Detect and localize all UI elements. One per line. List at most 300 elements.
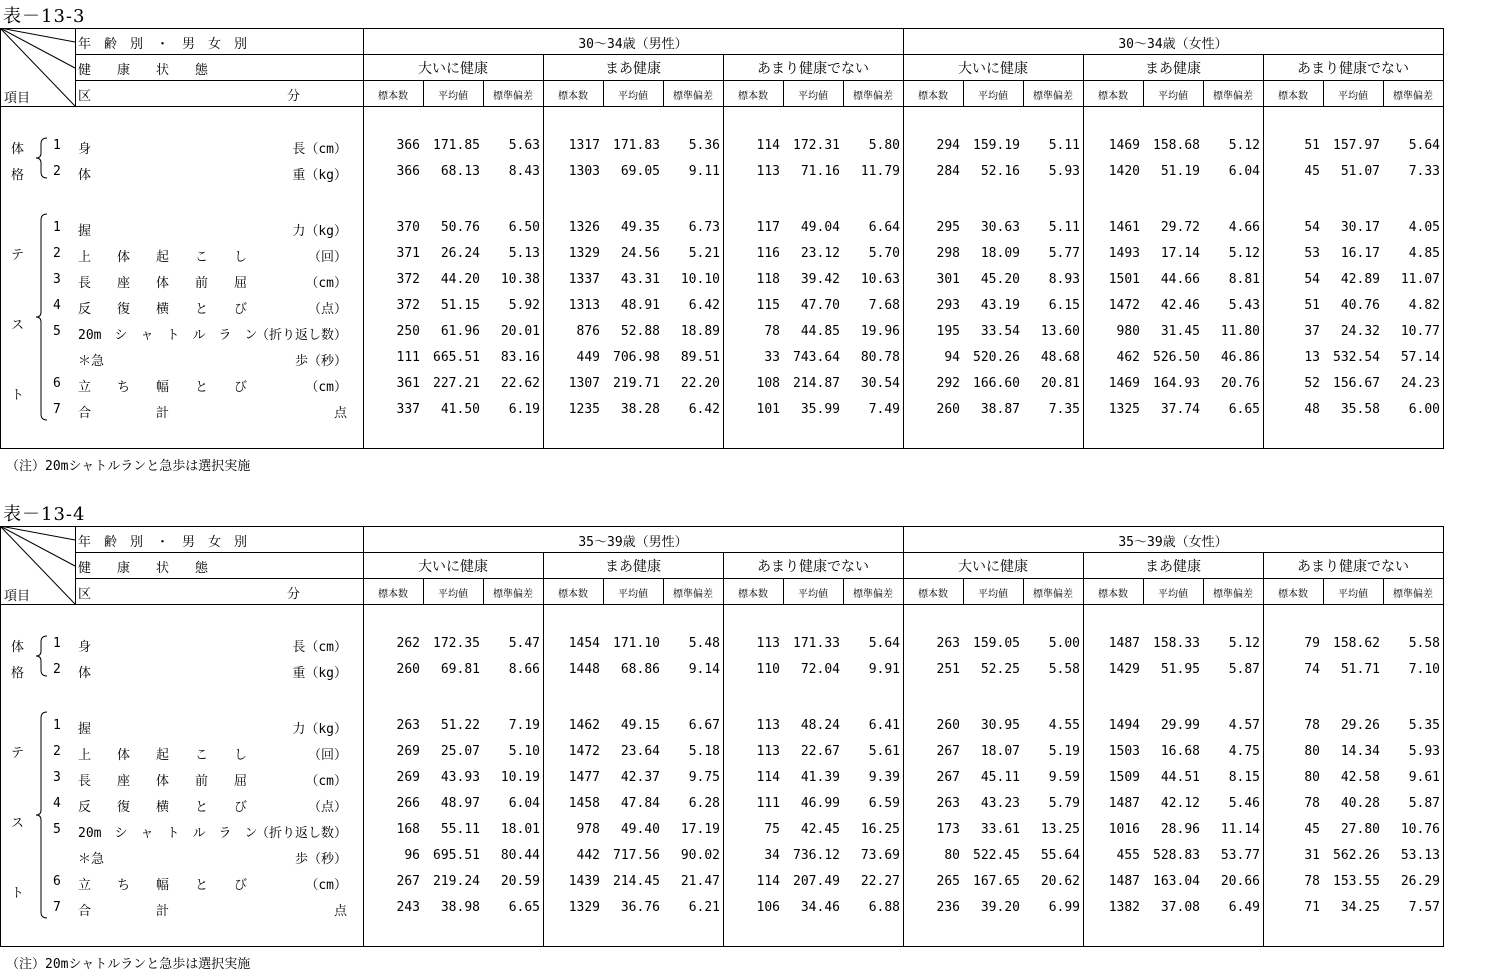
test-group-label: テ	[11, 746, 25, 761]
value-cell: 214.87	[793, 376, 840, 391]
value-cell: 22.27	[860, 874, 900, 889]
value-cell: 10.10	[680, 272, 720, 287]
value-cell: 55.11	[440, 822, 480, 837]
row-item-name: 上 体 起 こ し	[78, 748, 248, 763]
value-cell: 54	[1304, 220, 1320, 235]
value-cell: 5.70	[868, 246, 900, 261]
stat-subheader: 標本数	[1098, 91, 1128, 102]
value-cell: 78	[1304, 796, 1320, 811]
header-rule	[0, 604, 1443, 605]
value-cell: 195	[936, 324, 960, 339]
value-cell: 9.61	[1408, 770, 1440, 785]
value-cell: 10.77	[1400, 324, 1440, 339]
value-cell: 51.71	[1340, 662, 1380, 677]
value-cell: 11.14	[1220, 822, 1260, 837]
value-cell: 74	[1304, 662, 1320, 677]
test-group-label: ト	[11, 886, 25, 901]
stat-subheader: 平均値	[618, 91, 648, 102]
row-item-name: ＊急	[78, 354, 105, 369]
value-cell: 5.61	[868, 744, 900, 759]
value-cell: 1303	[568, 164, 600, 179]
value-cell: 72.04	[800, 662, 840, 677]
value-cell: 171.83	[613, 138, 660, 153]
value-cell: 38.28	[620, 402, 660, 417]
status-header: 大いに健康	[958, 61, 1028, 77]
value-cell: 267	[936, 744, 960, 759]
value-cell: 6.49	[1228, 900, 1260, 915]
stat-subheader: 標本数	[738, 91, 768, 102]
value-cell: 31.45	[1160, 324, 1200, 339]
value-cell: 19.96	[860, 324, 900, 339]
value-cell: 111	[756, 796, 780, 811]
status-header: まあ健康	[605, 559, 661, 575]
status-header: まあ健康	[605, 61, 661, 77]
value-cell: 284	[936, 164, 960, 179]
row-item-unit: （回）	[307, 250, 347, 265]
status-header: あまり健康でない	[1297, 559, 1409, 575]
row-item-name: 立 ち 幅 と び	[78, 878, 248, 893]
row-item-name: 20m シ ャ ト ル ラ ン	[78, 826, 258, 841]
value-cell: 166.60	[973, 376, 1020, 391]
value-cell: 48.91	[620, 298, 660, 313]
stat-subheader: 標準偏差	[493, 91, 533, 102]
row-item-unit: （折り返し数）	[255, 826, 347, 841]
value-cell: 366	[396, 138, 420, 153]
value-cell: 18.89	[680, 324, 720, 339]
row-item-name: 体	[78, 168, 92, 183]
value-cell: 532.54	[1333, 350, 1380, 365]
value-cell: 40.76	[1340, 298, 1380, 313]
row-item-name: 長 座 体 前 屈	[78, 774, 248, 789]
value-cell: 22.62	[500, 376, 540, 391]
row-item-name: 合 計	[78, 406, 170, 421]
row-number: 3	[53, 272, 61, 287]
value-cell: 1235	[568, 402, 600, 417]
value-cell: 20.01	[500, 324, 540, 339]
value-cell: 269	[396, 744, 420, 759]
value-cell: 108	[756, 376, 780, 391]
value-cell: 1329	[568, 246, 600, 261]
row-number: 6	[53, 874, 61, 889]
value-cell: 298	[936, 246, 960, 261]
value-cell: 1448	[568, 662, 600, 677]
value-cell: 1477	[568, 770, 600, 785]
body-group-label: 体	[11, 640, 25, 655]
test-group-label: ス	[11, 816, 25, 831]
value-cell: 43.19	[980, 298, 1020, 313]
value-cell: 455	[1116, 848, 1140, 863]
value-cell: 16.68	[1160, 744, 1200, 759]
value-cell: 214.45	[613, 874, 660, 889]
value-cell: 79	[1304, 636, 1320, 651]
group-header: 35～39歳（女性）	[1118, 535, 1228, 550]
value-cell: 1469	[1108, 376, 1140, 391]
value-cell: 5.00	[1048, 636, 1080, 651]
value-cell: 5.58	[1048, 662, 1080, 677]
category-axis-label-end: 分	[287, 89, 301, 104]
value-cell: 227.21	[433, 376, 480, 391]
value-cell: 251	[936, 662, 960, 677]
value-cell: 219.71	[613, 376, 660, 391]
value-cell: 30.17	[1340, 220, 1380, 235]
stat-subheader: 平均値	[1338, 589, 1368, 600]
row-number: 6	[53, 376, 61, 391]
stat-subheader: 標準偏差	[1213, 589, 1253, 600]
group-axis-label: 年 齢 別 ・ 男 女 別	[78, 535, 248, 550]
value-cell: 23.64	[620, 744, 660, 759]
value-cell: 52.25	[980, 662, 1020, 677]
value-cell: 53	[1304, 246, 1320, 261]
value-cell: 1329	[568, 900, 600, 915]
value-cell: 80	[1304, 744, 1320, 759]
status-header: 大いに健康	[418, 559, 488, 575]
group-header: 30～34歳（女性）	[1118, 37, 1228, 52]
value-cell: 6.73	[688, 220, 720, 235]
value-cell: 10.76	[1400, 822, 1440, 837]
value-cell: 42.46	[1160, 298, 1200, 313]
value-cell: 16.17	[1340, 246, 1380, 261]
value-cell: 113	[756, 164, 780, 179]
value-cell: 18.01	[500, 822, 540, 837]
row-item-name: 反 復 横 と び	[78, 302, 248, 317]
value-cell: 1469	[1108, 138, 1140, 153]
value-cell: 10.19	[500, 770, 540, 785]
value-cell: 50.76	[440, 220, 480, 235]
value-cell: 9.11	[688, 164, 720, 179]
value-cell: 1494	[1108, 718, 1140, 733]
value-cell: 20.59	[500, 874, 540, 889]
row-number: 1	[53, 138, 61, 153]
value-cell: 30.63	[980, 220, 1020, 235]
value-cell: 80	[1304, 770, 1320, 785]
value-cell: 94	[944, 350, 960, 365]
value-cell: 7.19	[508, 718, 540, 733]
header-rule	[75, 80, 1443, 81]
value-cell: 1382	[1108, 900, 1140, 915]
table-row	[0, 874, 1444, 894]
value-cell: 5.12	[1228, 636, 1260, 651]
value-cell: 111	[396, 350, 420, 365]
value-cell: 462	[1116, 350, 1140, 365]
value-cell: 48.97	[440, 796, 480, 811]
table-row	[0, 324, 1444, 344]
value-cell: 16.25	[860, 822, 900, 837]
stat-subheader: 平均値	[1158, 91, 1188, 102]
row-item-unit: 重（kg）	[292, 666, 347, 681]
table-row	[0, 636, 1444, 656]
value-cell: 4.75	[1228, 744, 1260, 759]
value-cell: 80.44	[500, 848, 540, 863]
health-axis-label: 健 康 状 態	[78, 63, 209, 78]
value-cell: 1307	[568, 376, 600, 391]
stat-subheader: 平均値	[978, 91, 1008, 102]
value-cell: 5.77	[1048, 246, 1080, 261]
status-header: あまり健康でない	[757, 559, 869, 575]
table-row	[0, 220, 1444, 240]
value-cell: 24.32	[1340, 324, 1380, 339]
value-cell: 20.66	[1220, 874, 1260, 889]
value-cell: 51	[1304, 298, 1320, 313]
value-cell: 5.80	[868, 138, 900, 153]
health-axis-label: 健 康 状 態	[78, 561, 209, 576]
value-cell: 1337	[568, 272, 600, 287]
value-cell: 33.61	[980, 822, 1020, 837]
value-cell: 51	[1304, 138, 1320, 153]
table-note: （注）20mシャトルランと急歩は選択実施	[6, 957, 251, 972]
value-cell: 20.81	[1040, 376, 1080, 391]
row-number: 1	[53, 718, 61, 733]
status-header: 大いに健康	[958, 559, 1028, 575]
value-cell: 9.14	[688, 662, 720, 677]
value-cell: 370	[396, 220, 420, 235]
value-cell: 7.57	[1408, 900, 1440, 915]
value-cell: 157.97	[1333, 138, 1380, 153]
value-cell: 17.19	[680, 822, 720, 837]
value-cell: 23.12	[800, 246, 840, 261]
table-row	[0, 272, 1444, 292]
value-cell: 6.64	[868, 220, 900, 235]
value-cell: 5.36	[688, 138, 720, 153]
value-cell: 695.51	[433, 848, 480, 863]
category-axis-label: 区	[78, 89, 92, 104]
value-cell: 876	[576, 324, 600, 339]
value-cell: 6.99	[1048, 900, 1080, 915]
value-cell: 30.54	[860, 376, 900, 391]
value-cell: 43.31	[620, 272, 660, 287]
value-cell: 4.57	[1228, 718, 1260, 733]
value-cell: 110	[756, 662, 780, 677]
value-cell: 5.19	[1048, 744, 1080, 759]
value-cell: 29.99	[1160, 718, 1200, 733]
stat-subheader: 平均値	[438, 589, 468, 600]
value-cell: 8.66	[508, 662, 540, 677]
value-cell: 13.25	[1040, 822, 1080, 837]
value-cell: 18.09	[980, 246, 1020, 261]
row-item-unit: （cm）	[305, 878, 347, 893]
row-item-name: 握	[78, 224, 92, 239]
value-cell: 53.13	[1400, 848, 1440, 863]
value-cell: 1420	[1108, 164, 1140, 179]
value-cell: 158.33	[1153, 636, 1200, 651]
value-cell: 26.24	[440, 246, 480, 261]
row-item-unit: 重（kg）	[292, 168, 347, 183]
value-cell: 8.93	[1048, 272, 1080, 287]
value-cell: 29.72	[1160, 220, 1200, 235]
value-cell: 36.76	[620, 900, 660, 915]
value-cell: 37.74	[1160, 402, 1200, 417]
item-axis-label: 項目	[4, 91, 31, 106]
table-title: 表－13-3	[3, 6, 86, 27]
table-note: （注）20mシャトルランと急歩は選択実施	[6, 459, 251, 474]
table-row	[0, 164, 1444, 184]
value-cell: 6.04	[1228, 164, 1260, 179]
value-cell: 260	[936, 402, 960, 417]
value-cell: 5.47	[508, 636, 540, 651]
value-cell: 706.98	[613, 350, 660, 365]
value-cell: 4.66	[1228, 220, 1260, 235]
row-number: 7	[53, 402, 61, 417]
value-cell: 1503	[1108, 744, 1140, 759]
table-row	[0, 848, 1444, 868]
body-group-label: 格	[11, 666, 25, 681]
value-cell: 114	[756, 138, 780, 153]
value-cell: 45.11	[980, 770, 1020, 785]
value-cell: 526.50	[1153, 350, 1200, 365]
stat-subheader: 平均値	[978, 589, 1008, 600]
value-cell: 158.62	[1333, 636, 1380, 651]
value-cell: 52.16	[980, 164, 1020, 179]
value-cell: 37.08	[1160, 900, 1200, 915]
value-cell: 1458	[568, 796, 600, 811]
stat-subheader: 標本数	[918, 589, 948, 600]
row-item-name: ＊急	[78, 852, 105, 867]
test-group-label: テ	[11, 248, 25, 263]
value-cell: 49.15	[620, 718, 660, 733]
value-cell: 1454	[568, 636, 600, 651]
table-block	[0, 0, 1504, 480]
value-cell: 1487	[1108, 636, 1140, 651]
value-cell: 21.47	[680, 874, 720, 889]
value-cell: 78	[764, 324, 780, 339]
value-cell: 1016	[1108, 822, 1140, 837]
value-cell: 47.84	[620, 796, 660, 811]
value-cell: 5.63	[508, 138, 540, 153]
value-cell: 45	[1304, 822, 1320, 837]
value-cell: 1472	[1108, 298, 1140, 313]
value-cell: 5.11	[1048, 220, 1080, 235]
row-item-unit: 長（cm）	[292, 640, 347, 655]
table-block	[0, 498, 1504, 978]
value-cell: 43.93	[440, 770, 480, 785]
value-cell: 293	[936, 298, 960, 313]
value-cell: 1439	[568, 874, 600, 889]
group-header: 35～39歳（男性）	[578, 535, 688, 550]
value-cell: 52.88	[620, 324, 660, 339]
row-item-name: 握	[78, 722, 92, 737]
value-cell: 7.35	[1048, 402, 1080, 417]
value-cell: 68.13	[440, 164, 480, 179]
row-item-unit: （折り返し数）	[255, 328, 347, 343]
test-group-label: ト	[11, 388, 25, 403]
value-cell: 295	[936, 220, 960, 235]
group-axis-label: 年 齢 別 ・ 男 女 別	[78, 37, 248, 52]
status-header: あまり健康でない	[757, 61, 869, 77]
header-rule	[75, 552, 363, 553]
value-cell: 55.64	[1040, 848, 1080, 863]
table-row	[0, 900, 1444, 920]
stat-subheader: 標準偏差	[673, 589, 713, 600]
value-cell: 717.56	[613, 848, 660, 863]
value-cell: 6.65	[1228, 402, 1260, 417]
value-cell: 96	[404, 848, 420, 863]
value-cell: 118	[756, 272, 780, 287]
value-cell: 114	[756, 770, 780, 785]
value-cell: 366	[396, 164, 420, 179]
row-number: 4	[53, 796, 61, 811]
row-item-name: 体	[78, 666, 92, 681]
row-item-unit: 点	[333, 904, 347, 919]
row-number: 2	[53, 164, 61, 179]
value-cell: 736.12	[793, 848, 840, 863]
value-cell: 5.58	[1408, 636, 1440, 651]
value-cell: 51.22	[440, 718, 480, 733]
stat-subheader: 平均値	[618, 589, 648, 600]
value-cell: 28.96	[1160, 822, 1200, 837]
value-cell: 42.37	[620, 770, 660, 785]
value-cell: 115	[756, 298, 780, 313]
value-cell: 49.04	[800, 220, 840, 235]
value-cell: 6.04	[508, 796, 540, 811]
value-cell: 8.15	[1228, 770, 1260, 785]
item-axis-label: 項目	[4, 589, 31, 604]
value-cell: 113	[756, 744, 780, 759]
value-cell: 80	[944, 848, 960, 863]
value-cell: 5.64	[1408, 138, 1440, 153]
value-cell: 31	[1304, 848, 1320, 863]
body-group-label: 体	[11, 142, 25, 157]
value-cell: 44.51	[1160, 770, 1200, 785]
value-cell: 18.07	[980, 744, 1020, 759]
row-item-unit: （cm）	[305, 276, 347, 291]
value-cell: 11.79	[860, 164, 900, 179]
value-cell: 78	[1304, 718, 1320, 733]
value-cell: 5.43	[1228, 298, 1260, 313]
value-cell: 114	[756, 874, 780, 889]
stat-subheader: 標準偏差	[1033, 91, 1073, 102]
value-cell: 61.96	[440, 324, 480, 339]
stat-subheader: 平均値	[438, 91, 468, 102]
value-cell: 24.23	[1400, 376, 1440, 391]
category-axis-label: 区	[78, 587, 92, 602]
value-cell: 153.55	[1333, 874, 1380, 889]
row-item-unit: 長（cm）	[292, 142, 347, 157]
value-cell: 980	[1116, 324, 1140, 339]
stat-subheader: 標本数	[918, 91, 948, 102]
value-cell: 10.63	[860, 272, 900, 287]
value-cell: 45.20	[980, 272, 1020, 287]
value-cell: 173	[936, 822, 960, 837]
stat-subheader: 標本数	[738, 589, 768, 600]
value-cell: 7.10	[1408, 662, 1440, 677]
row-item-name: 身	[78, 142, 92, 157]
stat-subheader: 標本数	[558, 91, 588, 102]
value-cell: 164.93	[1153, 376, 1200, 391]
value-cell: 6.42	[688, 402, 720, 417]
value-cell: 442	[576, 848, 600, 863]
value-cell: 47.70	[800, 298, 840, 313]
table-title: 表－13-4	[3, 504, 86, 525]
value-cell: 41.50	[440, 402, 480, 417]
value-cell: 6.28	[688, 796, 720, 811]
value-cell: 42.89	[1340, 272, 1380, 287]
value-cell: 7.33	[1408, 164, 1440, 179]
table-row	[0, 402, 1444, 422]
value-cell: 301	[936, 272, 960, 287]
value-cell: 48.68	[1040, 350, 1080, 365]
table-row	[0, 770, 1444, 790]
value-cell: 9.39	[868, 770, 900, 785]
value-cell: 219.24	[433, 874, 480, 889]
value-cell: 80.78	[860, 350, 900, 365]
value-cell: 7.68	[868, 298, 900, 313]
value-cell: 5.87	[1408, 796, 1440, 811]
value-cell: 69.81	[440, 662, 480, 677]
value-cell: 46.86	[1220, 350, 1260, 365]
row-item-name: 合 計	[78, 904, 170, 919]
value-cell: 158.68	[1153, 138, 1200, 153]
value-cell: 51.15	[440, 298, 480, 313]
stat-subheader: 標準偏差	[1033, 589, 1073, 600]
